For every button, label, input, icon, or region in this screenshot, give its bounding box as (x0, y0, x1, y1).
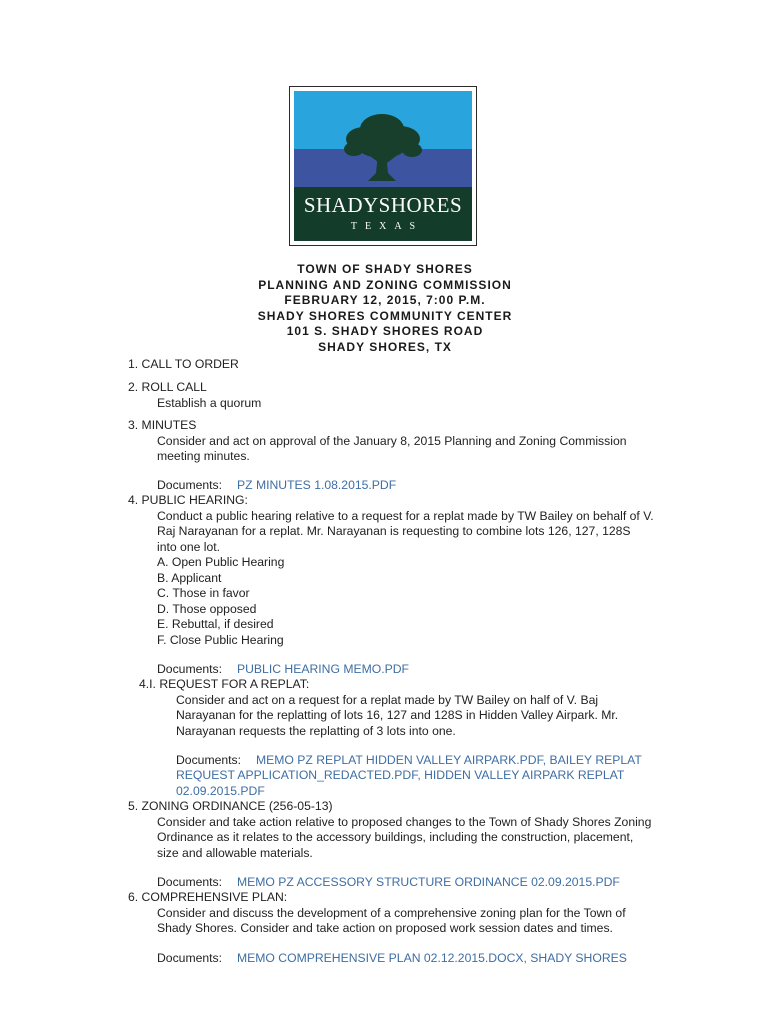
item-minutes-desc-line: meeting minutes. (157, 449, 250, 463)
item-comprehensive-title: 6. COMPREHENSIVE PLAN: (128, 890, 288, 904)
zoning-documents-label: Documents: (157, 875, 223, 889)
header-line-city: SHADY SHORES, TX (318, 339, 452, 354)
tree-icon (338, 107, 428, 189)
item-zoning-title: 5. ZONING ORDINANCE (256-05-13) (128, 799, 333, 813)
header-line-town: TOWN OF SHADY SHORES (297, 262, 473, 276)
public-hearing-step: A. Open Public Hearing (157, 555, 285, 569)
minutes-documents-label: Documents: (157, 478, 223, 492)
logo-panel (294, 91, 472, 241)
public-hearing-step: E. Rebuttal, if desired (157, 617, 274, 631)
replat-documents-label: Documents: (176, 753, 242, 767)
zoning-desc-line: Ordinance as it relates to the accessory buildings, including the construction, placement, (157, 830, 634, 844)
zoning-document-link[interactable]: MEMO PZ ACCESSORY STRUCTURE ORDINANCE 02.09.2015.PDF (237, 875, 620, 889)
public-hearing-step: F. Close Public Hearing (157, 633, 284, 647)
town-logo (289, 86, 477, 246)
public-hearing-desc-line: Conduct a public hearing relative to a request for a replat made by TW Bailey on behalf of V. (157, 509, 654, 523)
zoning-desc-line: size and allowable materials. (157, 846, 313, 860)
public-hearing-step: B. Applicant (157, 571, 222, 585)
item-roll-call-title: 2. ROLL CALL (128, 380, 207, 394)
comprehensive-desc-line: Shady Shores. Consider and take action on proposed work session dates and times. (157, 921, 613, 935)
public-hearing-desc-line: into one lot. (157, 540, 221, 554)
item-replat-title: 4.I. REQUEST FOR A REPLAT: (139, 677, 310, 691)
logo-state-text: TEXAS (350, 221, 424, 232)
item-public-hearing-title: 4. PUBLIC HEARING: (128, 493, 248, 507)
header-line-address: 101 S. SHADY SHORES ROAD (286, 324, 484, 339)
public-hearing-step: C. Those in favor (157, 586, 250, 600)
comprehensive-desc-line: Consider and discuss the development of a comprehensive zoning plan for the Town of (157, 906, 626, 920)
minutes-document-link[interactable]: PZ MINUTES 1.08.2015.PDF (237, 478, 397, 492)
public-hearing-desc-line: Raj Narayanan for a replat. Mr. Narayanan is requesting to combine lots 126, 127, 128S (157, 524, 631, 538)
header-line-commission: PLANNING AND ZONING COMMISSION (258, 277, 512, 292)
item-roll-call-desc: Establish a quorum (157, 396, 262, 410)
comprehensive-documents-label: Documents: (157, 951, 223, 965)
header-line-date: FEBRUARY 12, 2015, 7:00 P.M. (284, 293, 486, 308)
comprehensive-document-link[interactable]: MEMO COMPREHENSIVE PLAN 02.12.2015.DOCX, SHADY SHORES (237, 951, 627, 965)
public-hearing-document-link[interactable]: PUBLIC HEARING MEMO.PDF (237, 662, 409, 676)
public-hearing-documents-label: Documents: (157, 662, 223, 676)
zoning-desc-line: Consider and take action relative to proposed changes to the Town of Shady Shores Zoning (157, 815, 652, 829)
replat-desc-line: Consider and act on a request for a replat made by TW Bailey on half of V. Baj (176, 693, 599, 707)
item-minutes-title: 3. MINUTES (128, 418, 197, 432)
replat-document-link[interactable]: REQUEST APPLICATION_REDACTED.PDF, HIDDEN VALLEY AIRPARK REPLAT (176, 768, 625, 782)
agenda-header (180, 262, 590, 356)
replat-document-link[interactable]: 02.09.2015.PDF (176, 784, 265, 798)
item-minutes-desc-line: Consider and act on approval of the January 8, 2015 Planning and Zoning Commission (157, 434, 627, 448)
public-hearing-step: D. Those opposed (157, 602, 257, 616)
header-line-venue: SHADY SHORES COMMUNITY CENTER (257, 308, 513, 323)
replat-document-link[interactable]: MEMO PZ REPLAT HIDDEN VALLEY AIRPARK.PDF, BAILEY REPLAT (256, 753, 642, 767)
replat-desc-line: Narayanan for the replatting of lots 16, 127 and 128S in Hidden Valley Airpark. Mr. (176, 708, 619, 722)
logo-brand-text: SHADYSHORES (303, 193, 463, 217)
item-call-to-order: 1. CALL TO ORDER (128, 357, 239, 371)
replat-desc-line: Narayanan requests the replatting of 3 lots into one. (176, 724, 456, 738)
